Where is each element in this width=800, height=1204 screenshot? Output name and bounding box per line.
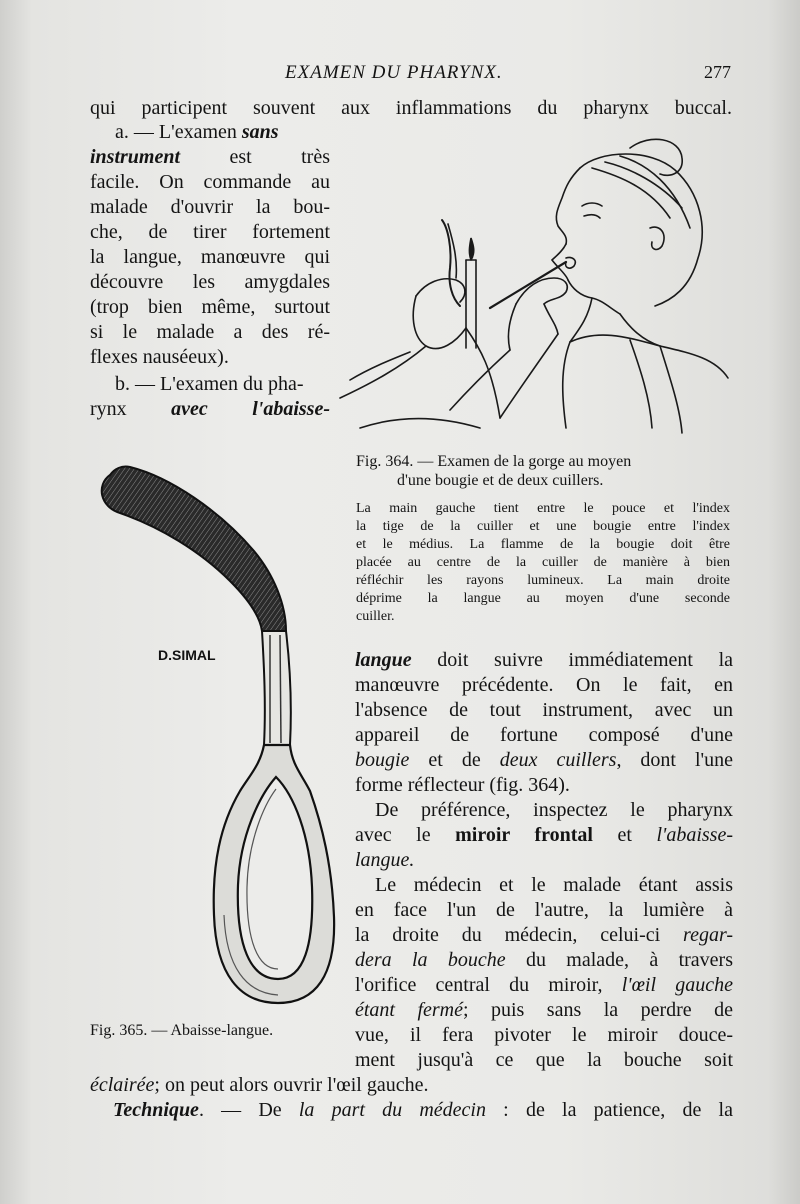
- text-line: éclairée; on peut alors ouvrir l'œil gauche.: [90, 1074, 429, 1096]
- text-line: si le malade a des ré-: [90, 321, 330, 343]
- text-line: ment jusqu'à ce que la bouche soit: [355, 1049, 733, 1071]
- text-line: Technique. — De la part du médecin : de la patience, de la: [113, 1099, 733, 1121]
- figure-364-legend: placée au centre de la cuiller de manière à bien: [356, 555, 730, 570]
- text-line: De préférence, inspectez le pharynx: [375, 799, 733, 821]
- figure-364-illustration: [330, 128, 730, 440]
- text-line: rynx avec l'abaisse-: [90, 398, 330, 420]
- text-line: facile. On commande au: [90, 171, 330, 193]
- text-line: l'absence de tout instrument, avec un: [355, 699, 733, 721]
- figure-365-caption: Fig. 365. — Abaisse-langue.: [90, 1022, 274, 1039]
- text-line: en face l'un de l'autre, la lumière à: [355, 899, 733, 921]
- text-line: qui participent souvent aux inflammations du pharynx buccal.: [90, 97, 732, 119]
- text-line: découvre les amygdales: [90, 271, 330, 293]
- page-number: 277: [704, 62, 731, 82]
- figure-364-legend: réfléchir les rayons lumineux. La main droite: [356, 573, 730, 588]
- text-line: appareil de fortune composé d'une: [355, 724, 733, 746]
- figure-364-legend: La main gauche tient entre le pouce et l'index: [356, 501, 730, 516]
- figure-364-legend: cuiller.: [356, 609, 395, 624]
- text-line: Le médecin et le malade étant assis: [375, 874, 733, 896]
- text-line: instrument est très: [90, 146, 330, 168]
- text-line: a. — L'examen sans: [115, 121, 279, 143]
- running-title: EXAMEN DU PHARYNX.: [285, 62, 503, 83]
- text-line: dera la bouche du malade, à travers: [355, 949, 733, 971]
- figure-364-caption: d'une bougie et de deux cuillers.: [397, 472, 604, 489]
- text-line: étant fermé; puis sans la perdre de: [355, 999, 733, 1021]
- text-line: la langue, manœuvre qui: [90, 246, 330, 268]
- text-line: malade d'ouvrir la bou-: [90, 196, 330, 218]
- text-line: forme réflecteur (fig. 364).: [355, 774, 570, 796]
- figure-364-caption: Fig. 364. — Examen de la gorge au moyen: [356, 453, 632, 470]
- text-line: b. — L'examen du pha-: [115, 373, 304, 395]
- figure-365-tongue-depressor: [90, 455, 340, 1015]
- text-line: avec le miroir frontal et l'abaisse-: [355, 824, 733, 846]
- text-line: l'orifice central du miroir, l'œil gauche: [355, 974, 733, 996]
- engraving-label: D.SIMAL: [158, 647, 216, 663]
- text-line: manœuvre précédente. On le fait, en: [355, 674, 733, 696]
- text-line: (trop bien même, surtout: [90, 296, 330, 318]
- figure-364-legend: la tige de la cuiller et une bougie entre l'index: [356, 519, 730, 534]
- text-line: bougie et de deux cuillers, dont l'une: [355, 749, 733, 771]
- text-line: che, de tirer fortement: [90, 221, 330, 243]
- text-line: vue, il fera pivoter le miroir douce-: [355, 1024, 733, 1046]
- text-line: langue.: [355, 849, 415, 871]
- text-line: flexes nauséeux).: [90, 346, 229, 368]
- text-line: la droite du médecin, celui-ci regar-: [355, 924, 733, 946]
- text-line: langue doit suivre immédiatement la: [355, 649, 733, 671]
- figure-364-legend: déprime la langue au moyen d'une seconde: [356, 591, 730, 606]
- figure-364-legend: et le médius. La flamme de la bougie doit être: [356, 537, 730, 552]
